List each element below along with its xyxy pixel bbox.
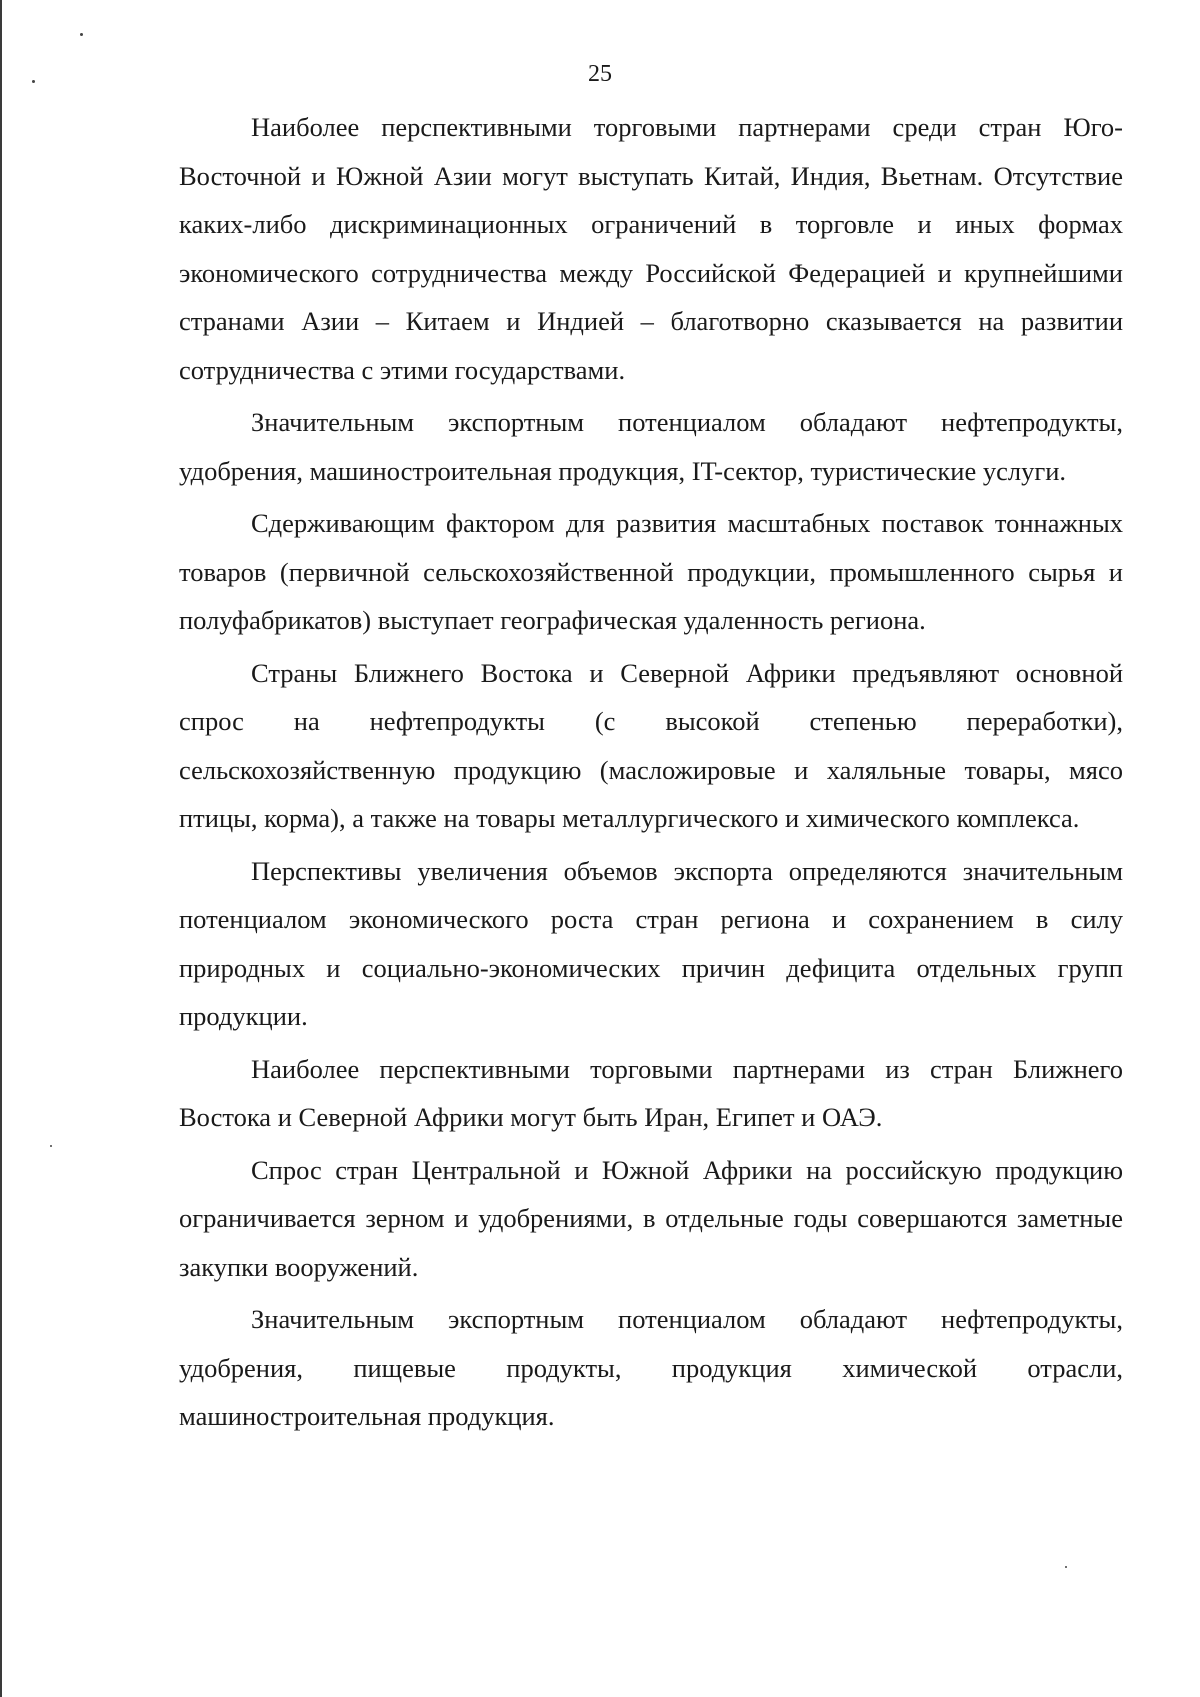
document-body — [179, 103, 1123, 1445]
paragraph-middle-east-partners: Наиболее перспективными торговыми партнерами из стран Ближнего Востока и Северной Африки могут быть Иран, Египет и ОАЭ. — [179, 1053, 1123, 1132]
paragraph-africa-export-potential: Значительным экспортным потенциалом обладают нефтепродукты, удобрения, пищевые продукты, продукция химической отрасли, машиностроительная продукция. — [179, 1304, 1123, 1431]
paragraph-middle-east-prospects: Перспективы увеличения объемов экспорта определяются значительным потенциалом экономического роста стран региона и сохранением в силу природных и социально-экономических причин дефицита отдельных групп продукции. — [179, 855, 1123, 1031]
scan-edge-line — [0, 0, 2, 1697]
scan-speck — [50, 1145, 52, 1147]
paragraph-asia-export-potential: Значительным экспортным потенциалом обладают нефтепродукты, удобрения, машиностроительная продукция, IT-сектор, туристические услуги. — [179, 407, 1123, 486]
paragraph-asia-partners: Наиболее перспективными торговыми партнерами среди стран Юго-Восточной и Южной Азии могут выступать Китай, Индия, Вьетнам. Отсутствие каких-либо дискриминационных ограничений в торговле и иных формах экономического сотрудничества между Российской Федерацией и крупнейшими странами Азии – Китаем и Индией – благотворно сказывается на развитии сотрудничества с этими государствами. — [179, 112, 1123, 385]
paragraph-africa-demand: Спрос стран Центральной и Южной Африки на российскую продукцию ограничивается зерном и удобрениями, в отдельные годы совершаются заметные закупки вооружений. — [179, 1154, 1123, 1282]
scan-speck — [80, 33, 83, 36]
paragraph-asia-constraints: Сдерживающим фактором для развития масштабных поставок тоннажных товаров (первичной сельскохозяйственной продукции, промышленного сырья и полуфабрикатов) выступает географическая удаленность региона. — [179, 508, 1123, 635]
paragraph-middle-east-demand: Страны Ближнего Востока и Северной Африки предъявляют основной спрос на нефтепродукты (с высокой степенью переработки), сельскохозяйственную продукцию (масложировые и халяльные товары, мясо птицы, корма), а также на товары металлургического и химического комплекса. — [179, 657, 1123, 833]
page-number: 25 — [588, 61, 612, 87]
scan-speck — [1065, 1566, 1067, 1568]
